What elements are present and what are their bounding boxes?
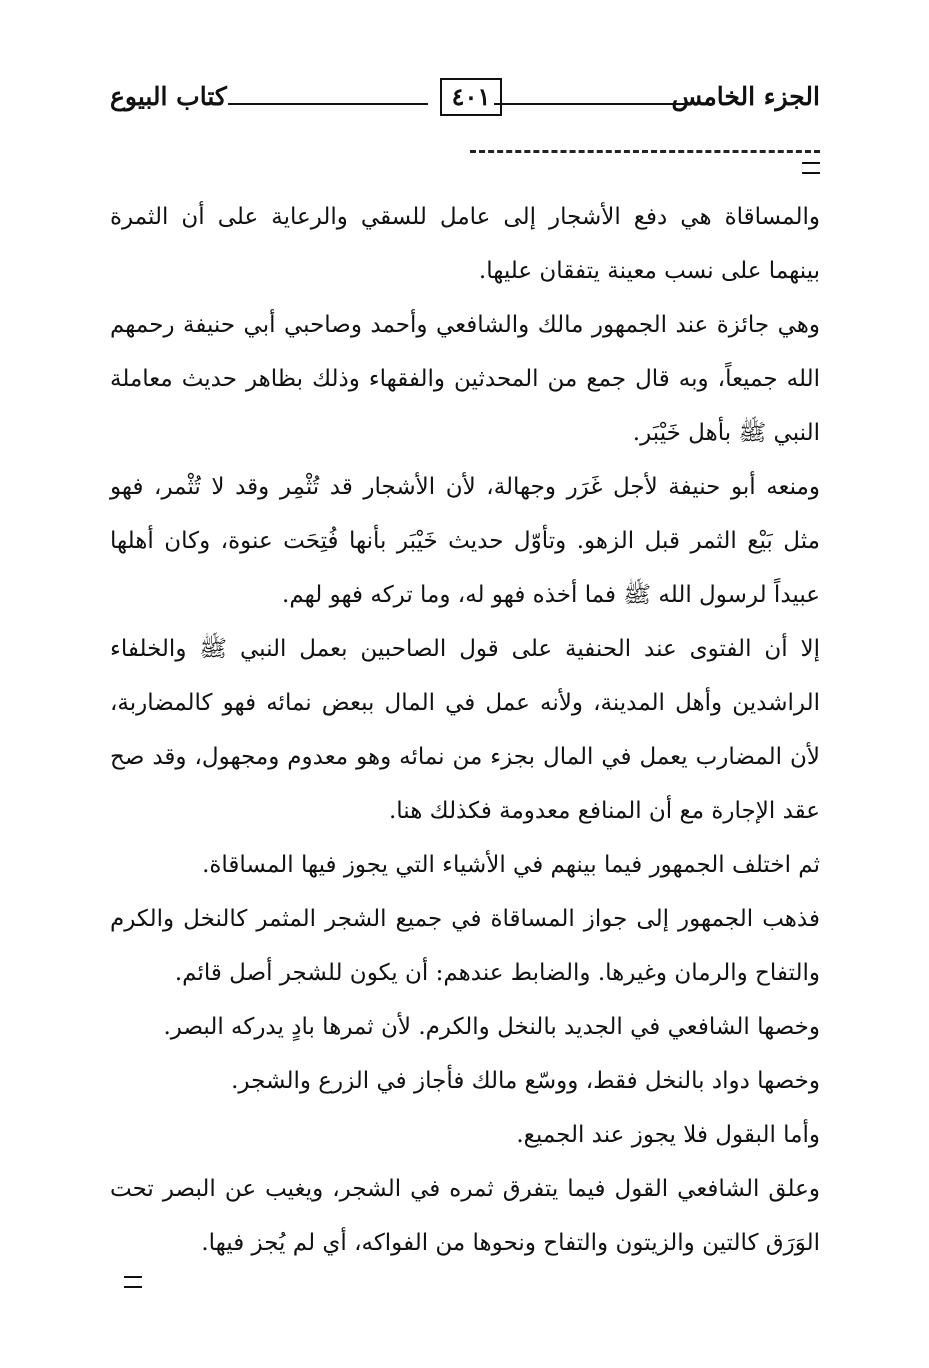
equals-mark-top [802,162,820,174]
paragraph: وخصها الشافعي في الجديد بالنخل والكرم. لأن ثمرها بادٍ يدركه البصر. [163,1014,820,1040]
header-rule-right [494,103,692,105]
paragraph: ثم اختلف الجمهور فيما بينهم في الأشياء التي يجوز فيها المساقاة. [202,852,820,878]
paragraph: إلا أن الفتوى عند الحنفية على قول الصاحبين بعمل النبي ﷺ والخلفاء الراشدين وأهل المدينة، ولأنه عمل في المال ببعض نمائه فهو كالمضاربة، لأن المضارب يعمل في المال بجزء من نمائه وهو معدوم ومجهول، وقد صح عقد الإجارة مع أن المنافع معدومة فكذلك هنا. [110,636,820,824]
paragraph: وعلق الشافعي القول فيما يتفرق ثمره في الشجر، ويغيب عن البصر تحت الوَرَق كالتين والزيتون والتفاح ونحوها من الفواكه، أي لم يُجز فيها. [110,1176,820,1256]
paragraph: فذهب الجمهور إلى جواز المساقاة في جميع الشجر المثمر كالنخل والكرم والتفاح والرمان وغيرها. والضابط عندهم: أن يكون للشجر أصل قائم. [110,906,820,986]
paragraph: ومنعه أبو حنيفة لأجل غَرَر وجهالة، لأن الأشجار قد تُثْمِر وقد لا تُثْمر، فهو مثل بَيْع الثمر قبل الزهو. وتأوّل حديث خَيْبَر بأنها فُتِحَت عنوة، وكان أهلها عبيداً لرسول الله ﷺ فما أخذه فهو له، وما تركه فهو لهم. [110,474,820,608]
page-header [110,78,820,122]
paragraph: وهي جائزة عند الجمهور مالك والشافعي وأحمد وصاحبي أبي حنيفة رحمهم الله جميعاً، وبه قال جمع من المحدثين والفقهاء وذلك بظاهر حديث معاملة النبي ﷺ بأهل خَيْبَر. [110,312,820,446]
paragraph: وخصها دواد بالنخل فقط، ووسّع مالك فأجاز في الزرع والشجر. [231,1068,820,1094]
paragraph: وأما البقول فلا يجوز عند الجميع. [516,1122,820,1148]
page-number-box: ٤٠١ [440,78,502,116]
paragraph: والمساقاة هي دفع الأشجار إلى عامل للسقي والرعاية على أن الثمرة بينهما على نسب معينة يتفقان عليها. [110,204,820,284]
volume-label: الجزء الخامس [671,82,820,111]
body-text [110,190,820,1270]
header-rule-left [228,103,428,105]
equals-mark-bottom [124,1276,142,1288]
dashed-separator [470,150,820,153]
book-title-label: كتاب البيوع [110,82,227,111]
